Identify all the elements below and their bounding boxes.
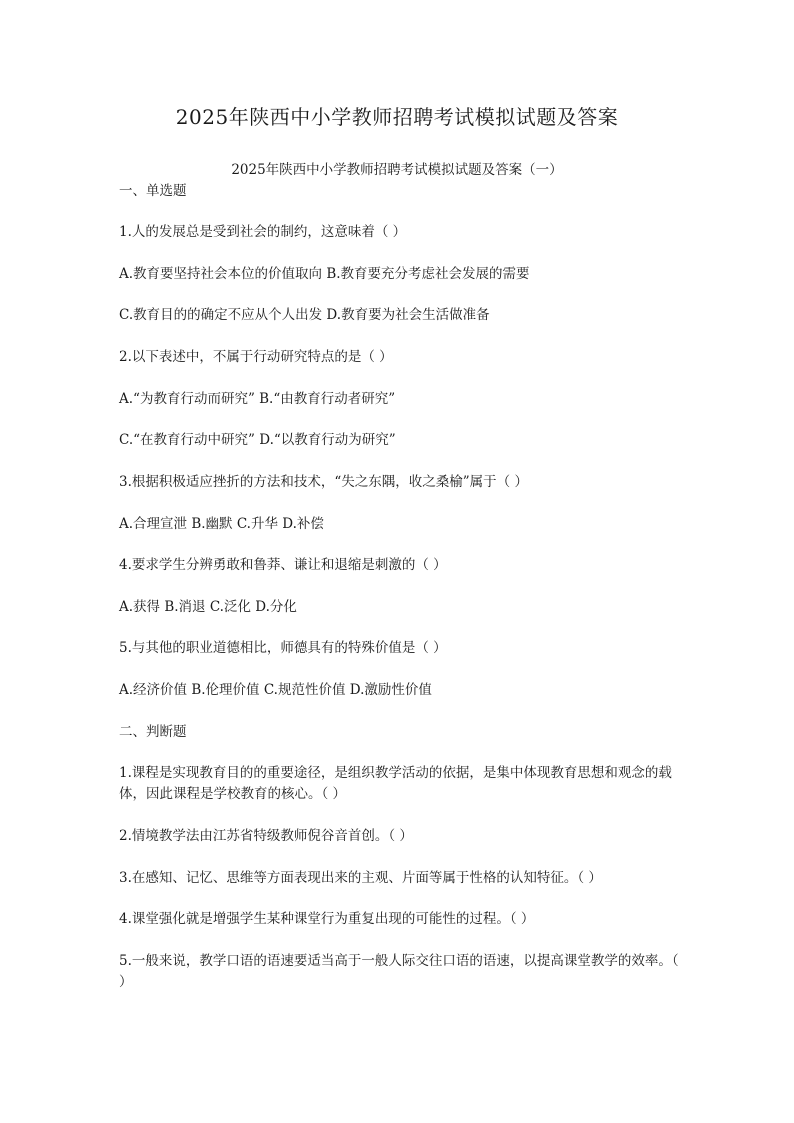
judgment-item-1: 1.课程是实现教育目的的重要途径，是组织教学活动的依据，是集中体现教育思想和观念的载体，因此课程是学校教育的核心。（ ） [119, 765, 672, 802]
question-4-options: A.获得 B.消退 C.泛化 D.分化 [119, 599, 297, 615]
question-2-stem: 2.以下表述中，不属于行动研究特点的是（ ） [119, 349, 393, 365]
question-3-options: A.合理宣泄 B.幽默 C.升华 D.补偿 [119, 516, 324, 532]
judgment-item-2: 2.情境教学法由江苏省特级教师倪谷音首创。（ ） [119, 828, 413, 844]
question-5-options: A.经济价值 B.伦理价值 C.规范性价值 D.激励性价值 [119, 682, 432, 698]
judgment-item-4: 4.课堂强化就是增强学生某种课堂行为重复出现的可能性的过程。（ ） [119, 911, 535, 927]
question-5-stem: 5.与其他的职业道德相比，师德具有的特殊价值是（ ） [119, 640, 447, 656]
question-1-stem: 1.人的发展总是受到社会的制约，这意味着（ ） [119, 224, 407, 240]
question-2-options-ab: A.“为教育行动而研究” B.“由教育行动者研究” [119, 391, 396, 407]
document-subtitle: 2025年陕西中小学教师招聘考试模拟试题及答案（一） [231, 162, 563, 178]
document-title: 2025年陕西中小学教师招聘考试模拟试题及答案 [175, 105, 619, 129]
question-3-stem: 3.根据积极适应挫折的方法和技术，“失之东隅，收之桑榆”属于（ ） [119, 474, 528, 490]
question-1-options-ab: A.教育要坚持社会本位的价值取向 B.教育要充分考虑社会发展的需要 [119, 266, 530, 282]
question-1-options-cd: C.教育目的的确定不应从个人出发 D.教育要为社会生活做准备 [119, 307, 490, 323]
judgment-item-5: 5.一般来说，教学口语的语速要适当高于一般人际交往口语的语速，以提高课堂教学的效率。（ ） [119, 953, 679, 990]
judgment-item-3: 3.在感知、记忆、思维等方面表现出来的主观、片面等属于性格的认知特征。（ ） [119, 870, 602, 886]
question-2-options-cd: C.“在教育行动中研究” D.“以教育行动为研究” [119, 432, 396, 448]
section-heading-single-choice: 一、单选题 [119, 183, 187, 199]
section-heading-true-false: 二、判断题 [119, 724, 187, 740]
question-4-stem: 4.要求学生分辨勇敢和鲁莽、谦让和退缩是刺激的（ ） [119, 557, 447, 573]
